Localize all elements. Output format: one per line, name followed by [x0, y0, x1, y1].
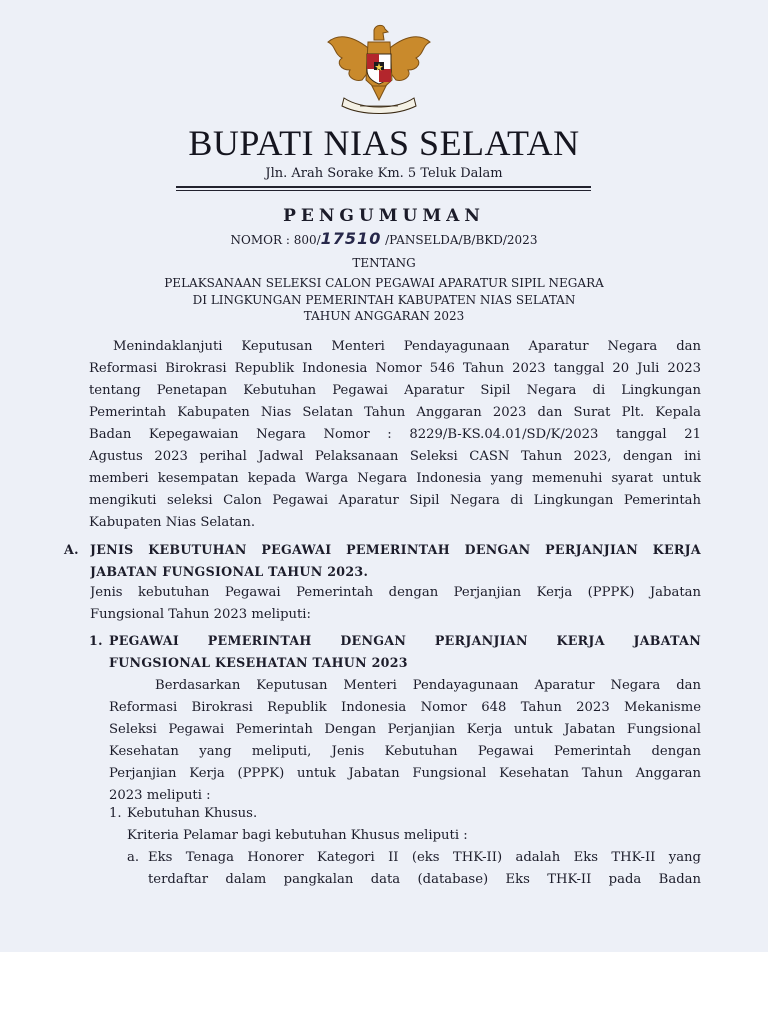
letterhead-divider	[176, 186, 591, 188]
section-a1-marker: 1.	[89, 633, 103, 648]
paragraph-line: Berdasarkan Keputusan Menteri Pendayagunaan Aparatur Negara dan	[155, 678, 701, 693]
paragraph-line: Reformasi Birokrasi Republik Indonesia Nomor 648 Tahun 2023 Mekanisme	[109, 700, 701, 715]
subsection-1-title: Kebutuhan Khusus.	[127, 806, 258, 821]
heading-line: JABATAN FUNGSIONAL TAHUN 2023.	[90, 564, 369, 579]
paragraph-line: Pemerintah Kabupaten Nias Selatan Tahun Anggaran 2023 dan Surat Plt. Kepala	[89, 405, 701, 420]
paragraph-line: Kabupaten Nias Selatan.	[89, 515, 256, 530]
number-suffix: /PANSELDA/B/BKD/2023	[381, 233, 538, 247]
number-handwritten: 17510	[320, 229, 382, 248]
item-a-marker: a.	[127, 850, 140, 865]
announcement-title: PENGUMUMAN	[283, 206, 485, 226]
paragraph-line: 2023 meliputi :	[109, 788, 211, 803]
subsection-1-marker: 1.	[109, 806, 122, 821]
item-a-text	[148, 847, 701, 891]
paragraph-line: Seleksi Pegawai Pemerintah Dengan Perjanjian Kerja untuk Jabatan Fungsional	[109, 722, 701, 737]
announcement-number	[0, 229, 768, 248]
section-a1-body	[109, 675, 701, 807]
paragraph-line: Fungsional Tahun 2023 meliputi:	[90, 607, 311, 622]
paragraph-line: memberi kesempatan kepada Warga Negara Indonesia yang memenuhi syarat untuk	[89, 471, 701, 486]
paragraph-line: Jenis kebutuhan Pegawai Pemerintah dengan Perjanjian Kerja (PPPK) Jabatan	[90, 585, 701, 600]
paragraph-line: terdaftar dalam pangkalan data (database) Eks THK-II pada Badan	[148, 872, 701, 887]
paragraph-line: Perjanjian Kerja (PPPK) untuk Jabatan Fungsional Kesehatan Tahun Anggaran	[109, 766, 701, 781]
paragraph-line: Menindaklanjuti Keputusan Menteri Pendayagunaan Aparatur Negara dan	[113, 339, 701, 354]
number-prefix: NOMOR : 800/	[230, 233, 321, 247]
announcement-subject	[0, 275, 768, 325]
heading-line: FUNGSIONAL KESEHATAN TAHUN 2023	[109, 655, 408, 670]
section-a-body	[90, 582, 701, 626]
letterhead-divider-thin	[176, 190, 591, 191]
subject-line: PELAKSANAAN SELEKSI CALON PEGAWAI APARATUR SIPIL NEGARA	[164, 276, 604, 290]
heading-line: JENIS KEBUTUHAN PEGAWAI PEMERINTAH DENGAN PERJANJIAN KERJA	[90, 542, 701, 557]
section-a-heading	[90, 539, 701, 583]
paragraph-line: tentang Penetapan Kebutuhan Pegawai Aparatur Sipil Negara di Lingkungan	[89, 383, 701, 398]
agency-name: BUPATI NIAS SELATAN	[188, 123, 580, 163]
paragraph-line: Kesehatan yang meliputi, Jenis Kebutuhan Pegawai Pemerintah dengan	[109, 744, 701, 759]
paragraph-line: mengikuti seleksi Calon Pegawai Aparatur Sipil Negara di Lingkungan Pemerintah	[89, 493, 701, 508]
heading-line: PEGAWAI PEMERINTAH DENGAN PERJANJIAN KERJA JABATAN	[109, 633, 701, 648]
intro-paragraph	[89, 336, 701, 534]
about-label: TENTANG	[352, 256, 416, 270]
paragraph-line: Eks Tenaga Honorer Kategori II (eks THK-II) adalah Eks THK-II yang	[148, 850, 701, 865]
subject-line: TAHUN ANGGARAN 2023	[303, 309, 465, 323]
section-a1-heading	[109, 630, 701, 674]
paragraph-line: Reformasi Birokrasi Republik Indonesia Nomor 546 Tahun 2023 tanggal 20 Juli 2023	[89, 361, 701, 376]
section-a-marker: A.	[64, 542, 79, 557]
agency-address: Jln. Arah Sorake Km. 5 Teluk Dalam	[265, 166, 503, 181]
garuda-pancasila-emblem	[322, 20, 436, 116]
paragraph-line: Agustus 2023 perihal Jadwal Pelaksanaan Seleksi CASN Tahun 2023, dengan ini	[89, 449, 701, 464]
subsection-1-criteria: Kriteria Pelamar bagi kebutuhan Khusus meliputi :	[127, 828, 468, 843]
subject-line: DI LINGKUNGAN PEMERINTAH KABUPATEN NIAS SELATAN	[192, 292, 576, 307]
paragraph-line: Badan Kepegawaian Negara Nomor : 8229/B-KS.04.01/SD/K/2023 tanggal 21	[89, 427, 701, 442]
